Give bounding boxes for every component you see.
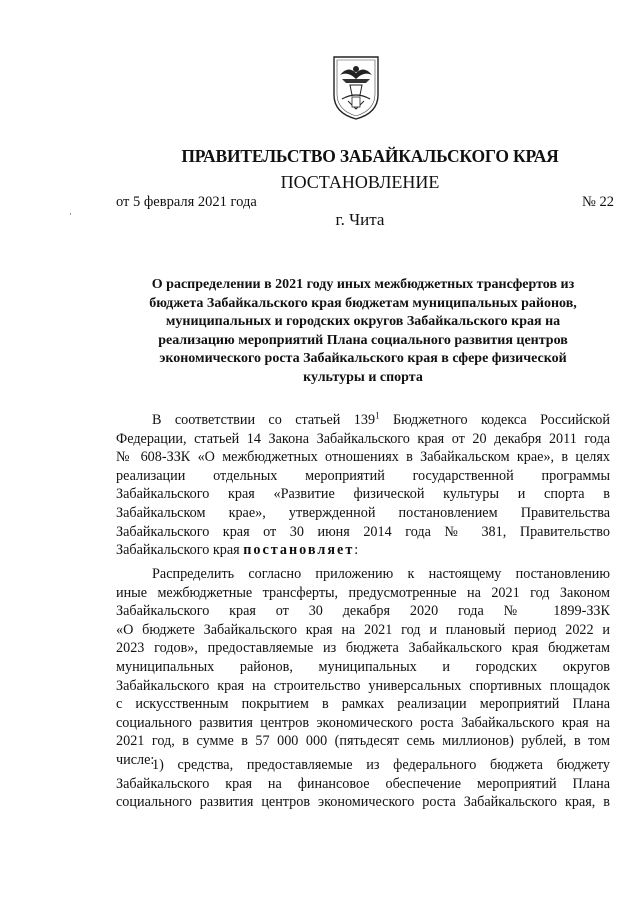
paragraph-line: 2023 годов», предоставляемые из бюджета Забайкальского края бюджетам xyxy=(116,640,610,657)
organization-title: ПРАВИТЕЛЬСТВО ЗАБАЙКАЛЬСКОГО КРАЯ xyxy=(181,146,559,166)
document-type: ПОСТАНОВЛЕНИЕ xyxy=(280,172,440,192)
paragraph-line: Забайкальского края от 30 декабря 2020 года № 1899-ЗЗК xyxy=(116,603,610,620)
paragraph-line: социального развития центров экономического роста Забайкальского края на xyxy=(116,714,610,731)
title-line: муниципальных и городских округов Забайкальского края на xyxy=(165,314,561,330)
paragraph-line: Федерации, статьей 14 Закона Забайкальского края от 20 декабря 2011 года xyxy=(116,430,610,447)
title-line: бюджета Забайкальского края бюджетам муниципальных районов, xyxy=(149,295,577,311)
resolves-keyword: постановляет xyxy=(243,542,355,559)
paragraph-line: реализации отдельных мероприятий государственной программы xyxy=(116,467,610,484)
document-title xyxy=(116,276,610,388)
paragraph-line: Забайкальского края на строительство универсальных спортивных площадок xyxy=(116,677,610,694)
paragraph-line: с искусственным покрытием в рамках реализации мероприятий Плана xyxy=(116,696,610,713)
paragraph-line: иные межбюджетные трансферты, предусмотренные на 2021 год Законом xyxy=(116,584,610,601)
paragraph-line: Распределить согласно приложению к настоящему постановлению xyxy=(152,566,610,582)
paragraph-line: муниципальных районов, муниципальных и городских округов xyxy=(116,658,610,675)
scan-speck xyxy=(70,213,71,215)
paragraph-line: числе: xyxy=(116,751,155,768)
title-line: О распределении в 2021 году иных межбюджетных трансфертов из xyxy=(151,277,575,292)
paragraph-line: Забайкальского края постановляет: xyxy=(116,542,359,559)
paragraph-line: Забайкальского края на финансовое обеспечение мероприятий Плана xyxy=(116,775,610,792)
list-item-paragraph xyxy=(116,756,610,812)
paragraph-line: Забайкальском крае», утвержденной постановлением Правительства xyxy=(116,504,610,521)
paragraph-line: В соответствии со статьей $139^1$ Бюджетного кодекса Российской xyxy=(152,410,610,428)
paragraph-line: 1) средства, предоставляемые из федерального бюджета бюджету xyxy=(152,757,610,773)
paragraph-line: 2021 год, в сумме в 57 000 000 (пятьдесят семь миллионов) рублей, в том xyxy=(116,733,610,750)
coat-of-arms-emblem xyxy=(330,55,382,121)
distribution-paragraph xyxy=(116,565,610,770)
title-line: экономического роста Забайкальского края в сфере физической xyxy=(159,351,567,367)
paragraph-line: Забайкальского края «Развитие физической культуры и спорта в xyxy=(116,486,610,503)
document-date: от 5 февраля 2021 года xyxy=(116,194,257,210)
preamble-paragraph xyxy=(116,411,610,560)
paragraph-line: № 608-ЗЗК «О межбюджетных отношениях в Забайкальском крае», в целях xyxy=(116,449,610,466)
document-number: № 22 xyxy=(582,194,614,210)
document-city: г. Чита xyxy=(335,210,385,229)
title-line: культуры и спорта xyxy=(303,369,423,385)
title-line: реализацию мероприятий Плана социального развития центров xyxy=(158,332,568,348)
paragraph-line: «О бюджете Забайкальского края на 2021 год и плановый период 2022 и xyxy=(116,621,610,638)
paragraph-line: Забайкальского края от 30 июня 2014 года № 381, Правительство xyxy=(116,523,610,540)
paragraph-line: социального развития центров экономического роста Забайкальского края, в xyxy=(116,794,610,811)
